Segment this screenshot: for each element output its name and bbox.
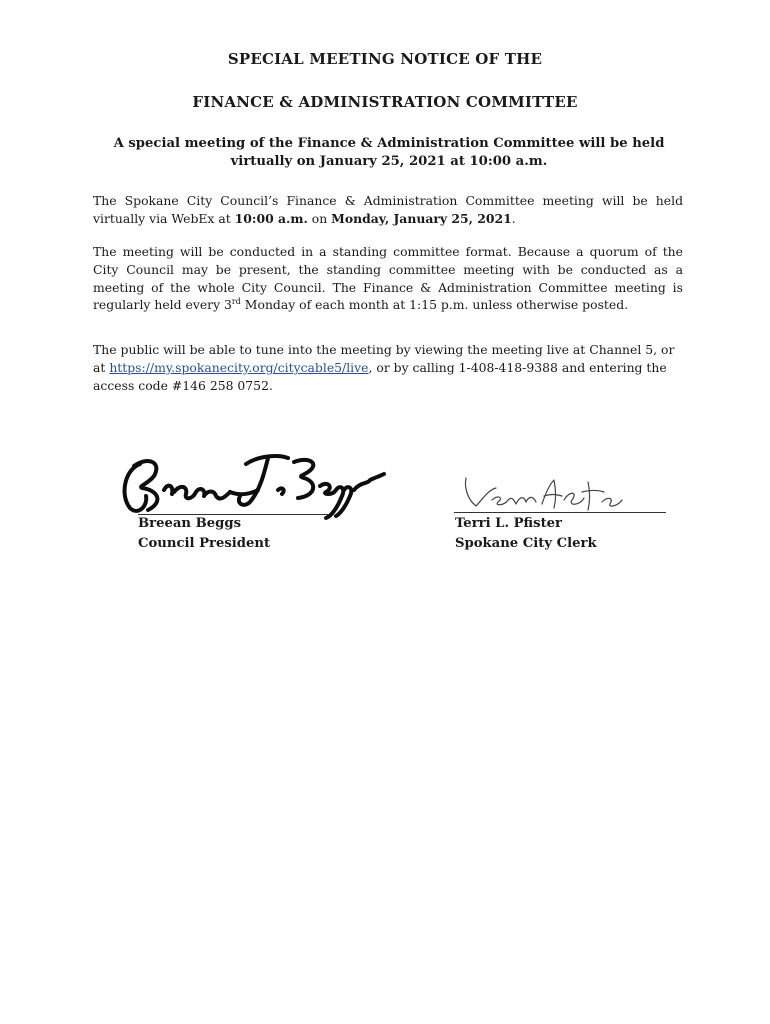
signature-breean-beggs	[118, 446, 388, 524]
paragraph-public-access	[93, 341, 683, 394]
paragraph-text: on	[307, 210, 332, 226]
paragraph-text: .	[511, 210, 516, 226]
paragraph-schedule	[93, 192, 683, 228]
lead-statement: A special meeting of the Finance & Administration Committee will be held virtually on January 25, 2021 at 10:00 a.m.	[113, 136, 665, 169]
notice-title-line-1: SPECIAL MEETING NOTICE OF THE	[227, 50, 543, 68]
notice-title-line-2: FINANCE & ADMINISTRATION COMMITTEE	[192, 93, 578, 111]
meeting-date: Monday, January 25, 2021	[331, 210, 512, 226]
paragraph-text: The Spokane City Council’s Finance & Administration Committee meeting will be held virtually via WebEx at	[93, 193, 683, 226]
ordinal-suffix: rd	[231, 297, 241, 307]
signer-left-name: Breean Beggs	[138, 516, 242, 531]
paragraph-format	[93, 243, 683, 314]
signer-left-role: Council President	[138, 536, 271, 551]
paragraph-text: The meeting will be conducted in a standing committee format. Because a quorum of the City Council may be present, the standing committee meeting with be conducted as a meeting of the whole City Council. The Finance & Administration Committee meeting is regularly held every 3	[93, 244, 683, 313]
signature-line-right	[454, 512, 666, 513]
signer-right-name: Terri L. Pfister	[455, 516, 562, 531]
citycable-link[interactable]: https://my.spokanecity.org/citycable5/live	[109, 359, 369, 375]
signer-right-role: Spokane City Clerk	[455, 536, 597, 551]
paragraph-text: The public will be able to tune into the meeting by viewing the meeting live at Channel 5, or at	[93, 342, 675, 375]
paragraph-text: Monday of each month at 1:15 p.m. unless otherwise posted.	[240, 297, 629, 313]
meeting-time: 10:00 a.m.	[234, 210, 308, 226]
paragraph-text: , or by calling 1-408-418-9388 and entering the access code #146 258 0752.	[93, 359, 667, 393]
